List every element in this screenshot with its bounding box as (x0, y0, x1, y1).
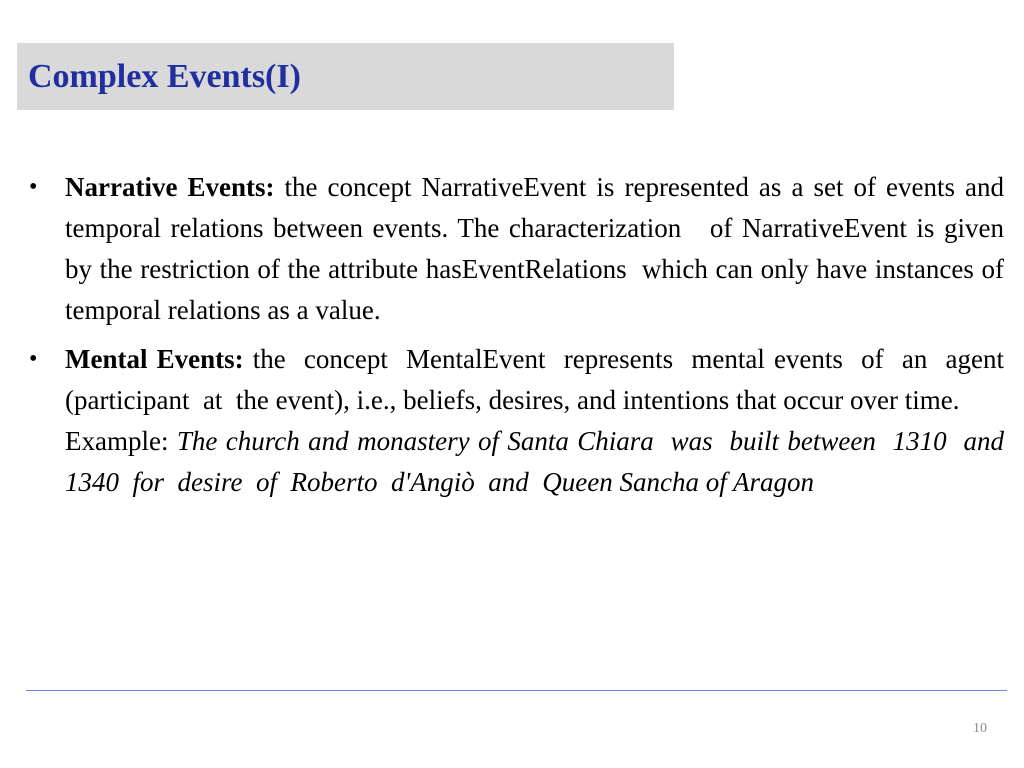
example-label: Example: (65, 426, 177, 456)
bullet-text: the concept MentalEvent represents mental events of an agent (participant at the event), i.e., beliefs, desires, and intentions that occur over time. (65, 344, 1018, 415)
page-number: 10 (973, 721, 987, 736)
slide-title: Complex Events(I) (28, 57, 301, 95)
bullet-text: the concept NarrativeEvent is represented as a set of events and temporal relations between events. The characterization of NarrativeEvent is given by the restriction of the attribute hasEventRelations which can only have instances of temporal relations as a value. (65, 172, 1011, 325)
bullet-body (65, 167, 1011, 331)
bullet-label: Narrative Events: (65, 172, 275, 202)
example-paragraph (65, 421, 1018, 503)
bullet-mental-events (29, 339, 1018, 503)
bullet-narrative-events (29, 167, 1011, 331)
bullet-dot-icon: • (29, 174, 38, 200)
bullet-body (65, 339, 1018, 503)
slide-content (29, 167, 1018, 511)
bullet-label: Mental Events: (65, 344, 244, 374)
example-text: The church and monastery of Santa Chiara was built between 1310 and 1340 for desire of Roberto d'Angiò and Queen Sancha of Aragon (65, 426, 1018, 497)
title-bar (17, 43, 674, 110)
bullet-paragraph (65, 339, 1018, 421)
bullet-dot-icon: • (29, 346, 38, 372)
footer-divider (26, 690, 1007, 691)
